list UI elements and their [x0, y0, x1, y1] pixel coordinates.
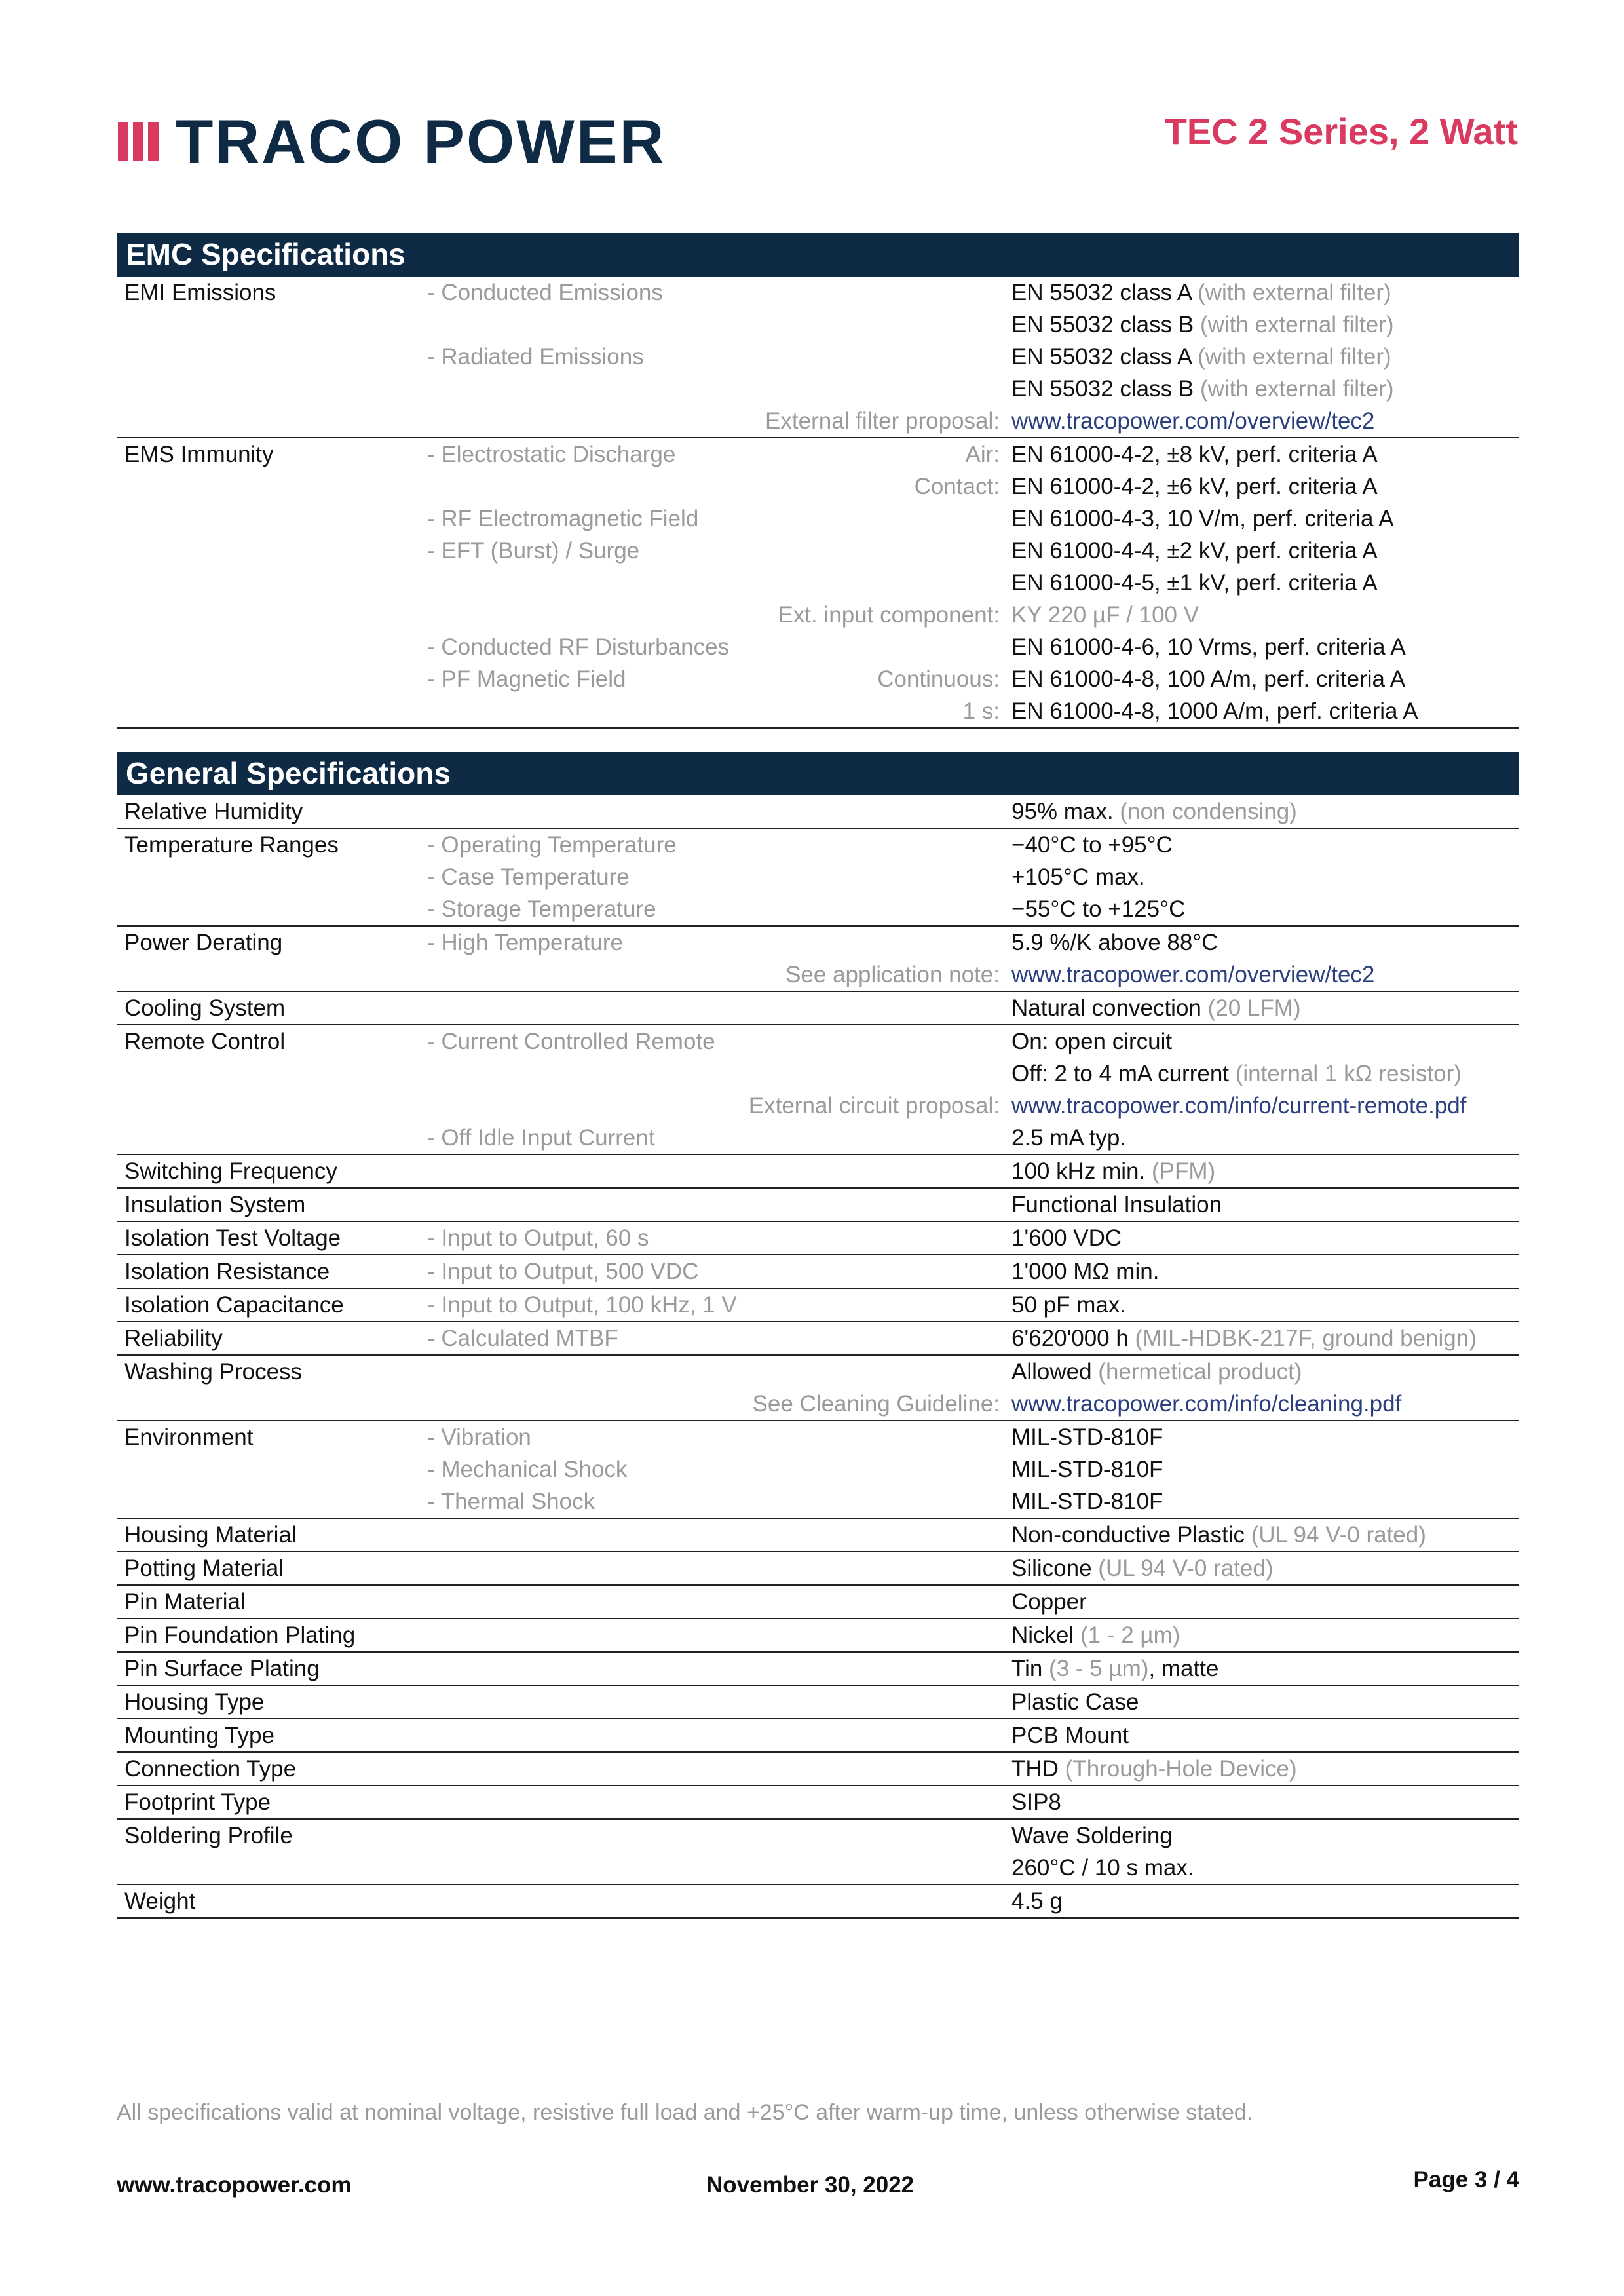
spec-value-cell [1011, 470, 1378, 503]
spec-value-cell [1011, 1388, 1401, 1420]
spec-label: Housing Type [124, 1689, 265, 1715]
spec-row [117, 631, 1519, 663]
spec-condition: - Calculated MTBF [427, 1326, 618, 1351]
spec-link[interactable]: www.tracopower.com/overview/tec2 [1011, 962, 1375, 987]
spec-value: 1'600 VDC [1011, 1225, 1122, 1251]
spec-value-cell [1011, 1786, 1061, 1818]
spec-value-cell [1011, 1090, 1466, 1122]
spec-row [117, 1552, 1519, 1584]
spec-value-cell [1011, 829, 1173, 861]
spec-note: (UL 94 V-0 rated) [1091, 1556, 1274, 1581]
spec-value: Plastic Case [1011, 1689, 1139, 1715]
spec-value-cell [1011, 1058, 1462, 1090]
spec-condition: - Conducted Emissions [427, 280, 663, 305]
spec-qualifier: See Cleaning Guideline: [752, 1391, 1000, 1417]
spec-value: 4.5 g [1011, 1888, 1063, 1914]
spec-row [117, 829, 1519, 861]
spec-group [117, 438, 1519, 729]
spec-row [117, 438, 1519, 470]
spec-note: (with external filter) [1191, 280, 1391, 305]
spec-label: Footprint Type [124, 1789, 271, 1815]
spec-row [117, 1388, 1519, 1420]
spec-condition: - Storage Temperature [427, 896, 656, 922]
spec-value: −55°C to +125°C [1011, 896, 1186, 922]
brand-logo-text: TRACO POWER [176, 107, 666, 176]
spec-label: Pin Material [124, 1589, 246, 1615]
spec-value-cell [1011, 405, 1374, 437]
spec-label: Pin Surface Plating [124, 1656, 320, 1681]
spec-group [117, 1289, 1519, 1322]
spec-group [117, 1322, 1519, 1356]
spec-row [117, 1619, 1519, 1651]
spec-label: Cooling System [124, 995, 286, 1021]
spec-group [117, 829, 1519, 927]
spec-label: Insulation System [124, 1192, 306, 1217]
spec-note: KY 220 µF / 100 V [1011, 602, 1199, 628]
page-footer [117, 2169, 1519, 2202]
spec-value: SIP8 [1011, 1789, 1061, 1815]
spec-label: Mounting Type [124, 1723, 274, 1748]
page-header [0, 0, 1624, 197]
spec-label: EMS Immunity [124, 442, 274, 467]
spec-label: Weight [124, 1888, 196, 1914]
spec-group [117, 1421, 1519, 1519]
spec-value: 5.9 %/K above 88°C [1011, 930, 1218, 955]
spec-group [117, 1820, 1519, 1885]
spec-value: 2.5 mA typ. [1011, 1125, 1127, 1151]
spec-note: (20 LFM) [1201, 995, 1301, 1021]
spec-value: EN 55032 class A [1011, 280, 1192, 305]
spec-qualifier: Contact: [914, 474, 1000, 499]
spec-group [117, 1255, 1519, 1289]
spec-value-cell [1011, 631, 1406, 663]
spec-value-cell [1011, 1653, 1218, 1685]
spec-label: Soldering Profile [124, 1823, 293, 1848]
spec-value: EN 55032 class B [1011, 312, 1194, 337]
spec-value: EN 61000-4-4, ±2 kV, perf. criteria A [1011, 538, 1378, 564]
spec-row [117, 341, 1519, 373]
spec-value-cell [1011, 959, 1374, 991]
spec-label: Environment [124, 1425, 254, 1450]
spec-row [117, 1453, 1519, 1485]
spec-group [117, 1552, 1519, 1586]
spec-note: (with external filter) [1194, 312, 1394, 337]
spec-link[interactable]: www.tracopower.com/info/cleaning.pdf [1011, 1391, 1402, 1417]
spec-row [117, 893, 1519, 925]
spec-note: (hermetical product) [1091, 1359, 1302, 1385]
spec-qualifier: 1 s: [962, 698, 1000, 724]
spec-row [117, 1885, 1519, 1917]
spec-row [117, 1189, 1519, 1221]
spec-value-cell [1011, 503, 1394, 535]
spec-condition: - Mechanical Shock [427, 1457, 628, 1482]
spec-row [117, 1025, 1519, 1058]
spec-row [117, 1322, 1519, 1354]
spec-value-cell [1011, 1189, 1222, 1221]
spec-row [117, 1155, 1519, 1187]
section-title: General Specifications [117, 752, 1519, 795]
emc-specifications-section [117, 233, 1519, 729]
spec-value-cell [1011, 1155, 1215, 1187]
spec-value-cell [1011, 1619, 1180, 1651]
spec-value-cell [1011, 1519, 1426, 1551]
spec-qualifier: See application note: [785, 962, 1000, 987]
spec-row [117, 1586, 1519, 1618]
spec-row [117, 1753, 1519, 1785]
spec-qualifier: Continuous: [877, 666, 1000, 692]
spec-value-cell [1011, 1586, 1087, 1618]
spec-label: Pin Foundation Plating [124, 1622, 356, 1648]
spec-row [117, 1820, 1519, 1852]
spec-value: PCB Mount [1011, 1723, 1129, 1748]
spec-condition: - Operating Temperature [427, 832, 677, 858]
spec-condition: - Input to Output, 500 VDC [427, 1259, 699, 1284]
spec-condition: - Conducted RF Disturbances [427, 634, 730, 660]
spec-value: Wave Soldering [1011, 1823, 1173, 1848]
spec-value-cell [1011, 535, 1378, 567]
spec-qualifier: External filter proposal: [765, 408, 1000, 434]
spec-label: Housing Material [124, 1522, 297, 1548]
spec-value-cell [1011, 438, 1378, 470]
series-title: TEC 2 Series, 2 Watt [1164, 111, 1518, 152]
spec-value-cell [1011, 1852, 1194, 1884]
spec-value: EN 61000-4-3, 10 V/m, perf. criteria A [1011, 506, 1394, 531]
spec-group [117, 1786, 1519, 1820]
spec-row [117, 695, 1519, 727]
spec-label: Isolation Capacitance [124, 1292, 344, 1318]
spec-condition: - PF Magnetic Field [427, 666, 626, 692]
spec-condition: - Case Temperature [427, 864, 630, 890]
spec-value: Tin [1011, 1656, 1043, 1681]
spec-value-cell [1011, 1820, 1173, 1852]
spec-row [117, 1653, 1519, 1685]
spec-value-cell [1011, 1025, 1172, 1058]
spec-group [117, 1356, 1519, 1421]
spec-value-cell [1011, 1289, 1126, 1321]
spec-label: EMI Emissions [124, 280, 276, 305]
spec-value-cell [1011, 599, 1199, 631]
spec-row [117, 1255, 1519, 1288]
spec-qualifier: External circuit proposal: [748, 1093, 1000, 1119]
footer-date: November 30, 2022 [706, 2172, 915, 2198]
spec-row [117, 795, 1519, 828]
spec-note: (non condensing) [1113, 799, 1297, 824]
spec-value-cell [1011, 861, 1145, 893]
spec-row [117, 1058, 1519, 1090]
spec-value-cell [1011, 795, 1297, 828]
spec-row [117, 1090, 1519, 1122]
spec-value: EN 61000-4-5, ±1 kV, perf. criteria A [1011, 570, 1378, 596]
spec-value-cell [1011, 893, 1185, 925]
spec-label: Relative Humidity [124, 799, 303, 824]
spec-value: 6'620'000 h [1011, 1326, 1129, 1351]
spec-value: Nickel [1011, 1622, 1074, 1648]
spec-row [117, 470, 1519, 503]
spec-row [117, 1719, 1519, 1751]
spec-value: 95% max. [1011, 799, 1114, 824]
spec-note: (Through-Hole Device) [1058, 1756, 1297, 1782]
spec-link[interactable]: www.tracopower.com/overview/tec2 [1011, 408, 1375, 434]
spec-group [117, 1619, 1519, 1653]
spec-value-cell [1011, 1122, 1126, 1154]
spec-value-cell [1011, 1686, 1139, 1718]
spec-row [117, 992, 1519, 1024]
spec-value: 1'000 MΩ min. [1011, 1259, 1160, 1284]
spec-value: EN 55032 class B [1011, 376, 1194, 402]
spec-label: Washing Process [124, 1359, 303, 1385]
spec-group [117, 1686, 1519, 1719]
spec-value-cell [1011, 567, 1378, 599]
spec-label: Power Derating [124, 930, 283, 955]
spec-value-cell [1011, 695, 1418, 727]
spec-row [117, 277, 1519, 309]
spec-qualifier: Ext. input component: [778, 602, 1000, 628]
spec-note: (3 - 5 µm) [1042, 1656, 1149, 1681]
spec-value-cell [1011, 1753, 1297, 1785]
spec-value-cell [1011, 1885, 1063, 1917]
spec-row [117, 1852, 1519, 1884]
spec-value-cell [1011, 1552, 1273, 1584]
spec-condition: - EFT (Burst) / Surge [427, 538, 640, 564]
spec-value-cell [1011, 1322, 1477, 1354]
spec-label: Isolation Test Voltage [124, 1225, 341, 1251]
spec-value: MIL-STD-810F [1011, 1457, 1163, 1482]
spec-value: 100 kHz min. [1011, 1158, 1146, 1184]
spec-condition: - Input to Output, 100 kHz, 1 V [427, 1292, 737, 1318]
spec-condition: - Current Controlled Remote [427, 1029, 715, 1054]
spec-value-cell [1011, 277, 1391, 309]
spec-value: THD [1011, 1756, 1059, 1782]
spec-row [117, 373, 1519, 405]
spec-value: Silicone [1011, 1556, 1092, 1581]
spec-value-suffix: , matte [1148, 1656, 1219, 1681]
spec-condition: - High Temperature [427, 930, 623, 955]
spec-note: (with external filter) [1194, 376, 1394, 402]
spec-value-cell [1011, 1421, 1163, 1453]
spec-row [117, 1485, 1519, 1518]
spec-condition: - Input to Output, 60 s [427, 1225, 649, 1251]
spec-value: +105°C max. [1011, 864, 1145, 890]
general-specifications-section [117, 752, 1519, 1919]
spec-value: EN 61000-4-8, 100 A/m, perf. criteria A [1011, 666, 1406, 692]
spec-row [117, 927, 1519, 959]
spec-row [117, 861, 1519, 893]
spec-row [117, 1289, 1519, 1321]
spec-group [117, 1189, 1519, 1222]
footnote: All specifications valid at nominal voltage, resistive full load and +25°C after warm-up time, unless otherwise stated. [117, 2100, 1253, 2125]
spec-table [117, 795, 1519, 1919]
spec-value: Natural convection [1011, 995, 1201, 1021]
spec-group [117, 927, 1519, 992]
spec-qualifier: Air: [965, 442, 1000, 467]
spec-condition: - Vibration [427, 1425, 531, 1450]
spec-group [117, 992, 1519, 1025]
spec-note: (1 - 2 µm) [1074, 1622, 1180, 1648]
spec-value: EN 55032 class A [1011, 344, 1192, 370]
spec-row [117, 535, 1519, 567]
spec-row [117, 1519, 1519, 1551]
spec-value: Functional Insulation [1011, 1192, 1222, 1217]
spec-label: Isolation Resistance [124, 1259, 330, 1284]
spec-label: Temperature Ranges [124, 832, 339, 858]
spec-value-cell [1011, 1222, 1122, 1254]
spec-row [117, 1786, 1519, 1818]
spec-group [117, 1155, 1519, 1189]
spec-label: Connection Type [124, 1756, 297, 1782]
spec-note: (internal 1 kΩ resistor) [1229, 1061, 1462, 1086]
spec-value: MIL-STD-810F [1011, 1425, 1163, 1450]
page-number: Page 3 / 4 [1413, 2167, 1519, 2192]
spec-value: EN 61000-4-2, ±6 kV, perf. criteria A [1011, 474, 1378, 499]
spec-value: Non-conductive Plastic [1011, 1522, 1245, 1548]
spec-group [117, 277, 1519, 438]
spec-row [117, 405, 1519, 437]
spec-row [117, 959, 1519, 991]
spec-group [117, 1885, 1519, 1919]
spec-group [117, 795, 1519, 829]
spec-value: 260°C / 10 s max. [1011, 1855, 1194, 1881]
spec-value: On: open circuit [1011, 1029, 1173, 1054]
spec-label: Reliability [124, 1326, 223, 1351]
spec-row [117, 1122, 1519, 1154]
spec-value: MIL-STD-810F [1011, 1489, 1163, 1514]
spec-condition: - Thermal Shock [427, 1489, 595, 1514]
spec-note: (with external filter) [1191, 344, 1391, 370]
spec-value-cell [1011, 663, 1405, 695]
spec-row [117, 1686, 1519, 1718]
spec-group [117, 1519, 1519, 1552]
spec-condition: - RF Electromagnetic Field [427, 506, 699, 531]
spec-value: Copper [1011, 1589, 1087, 1615]
spec-value-cell [1011, 1356, 1302, 1388]
spec-value: Off: 2 to 4 mA current [1011, 1061, 1230, 1086]
spec-value-cell [1011, 927, 1218, 959]
spec-value-cell [1011, 1719, 1129, 1751]
spec-note: (UL 94 V-0 rated) [1245, 1522, 1426, 1548]
spec-value-cell [1011, 309, 1394, 341]
spec-value-cell [1011, 341, 1391, 373]
spec-label: Switching Frequency [124, 1158, 337, 1184]
spec-group [117, 1719, 1519, 1753]
spec-table [117, 277, 1519, 729]
spec-group [117, 1653, 1519, 1686]
spec-row [117, 309, 1519, 341]
spec-row [117, 567, 1519, 599]
spec-value: 50 pF max. [1011, 1292, 1127, 1318]
spec-row [117, 1222, 1519, 1254]
spec-row [117, 1356, 1519, 1388]
spec-note: (MIL-HDBK-217F, ground benign) [1128, 1326, 1477, 1351]
spec-group [117, 1753, 1519, 1786]
spec-row [117, 503, 1519, 535]
spec-value: EN 61000-4-2, ±8 kV, perf. criteria A [1011, 442, 1378, 467]
spec-label: Remote Control [124, 1029, 286, 1054]
spec-row [117, 663, 1519, 695]
spec-value-cell [1011, 992, 1301, 1024]
spec-group [117, 1222, 1519, 1255]
spec-value-cell [1011, 1453, 1163, 1485]
spec-condition: - Radiated Emissions [427, 344, 644, 370]
spec-condition: - Off Idle Input Current [427, 1125, 655, 1151]
spec-condition: - Electrostatic Discharge [427, 442, 676, 467]
spec-value: EN 61000-4-6, 10 Vrms, perf. criteria A [1011, 634, 1406, 660]
spec-value: −40°C to +95°C [1011, 832, 1173, 858]
spec-link[interactable]: www.tracopower.com/info/current-remote.pdf [1011, 1093, 1467, 1119]
spec-value-cell [1011, 1485, 1163, 1518]
footer-website[interactable]: www.tracopower.com [117, 2172, 352, 2198]
spec-value: EN 61000-4-8, 1000 A/m, perf. criteria A [1011, 698, 1418, 724]
spec-note: (PFM) [1145, 1158, 1216, 1184]
section-title: EMC Specifications [117, 233, 1519, 277]
spec-label: Potting Material [124, 1556, 284, 1581]
spec-group [117, 1025, 1519, 1155]
spec-value-cell [1011, 1255, 1159, 1288]
spec-value: Allowed [1011, 1359, 1092, 1385]
spec-value-cell [1011, 373, 1394, 405]
spec-row [117, 1421, 1519, 1453]
spec-row [117, 599, 1519, 631]
spec-group [117, 1586, 1519, 1619]
